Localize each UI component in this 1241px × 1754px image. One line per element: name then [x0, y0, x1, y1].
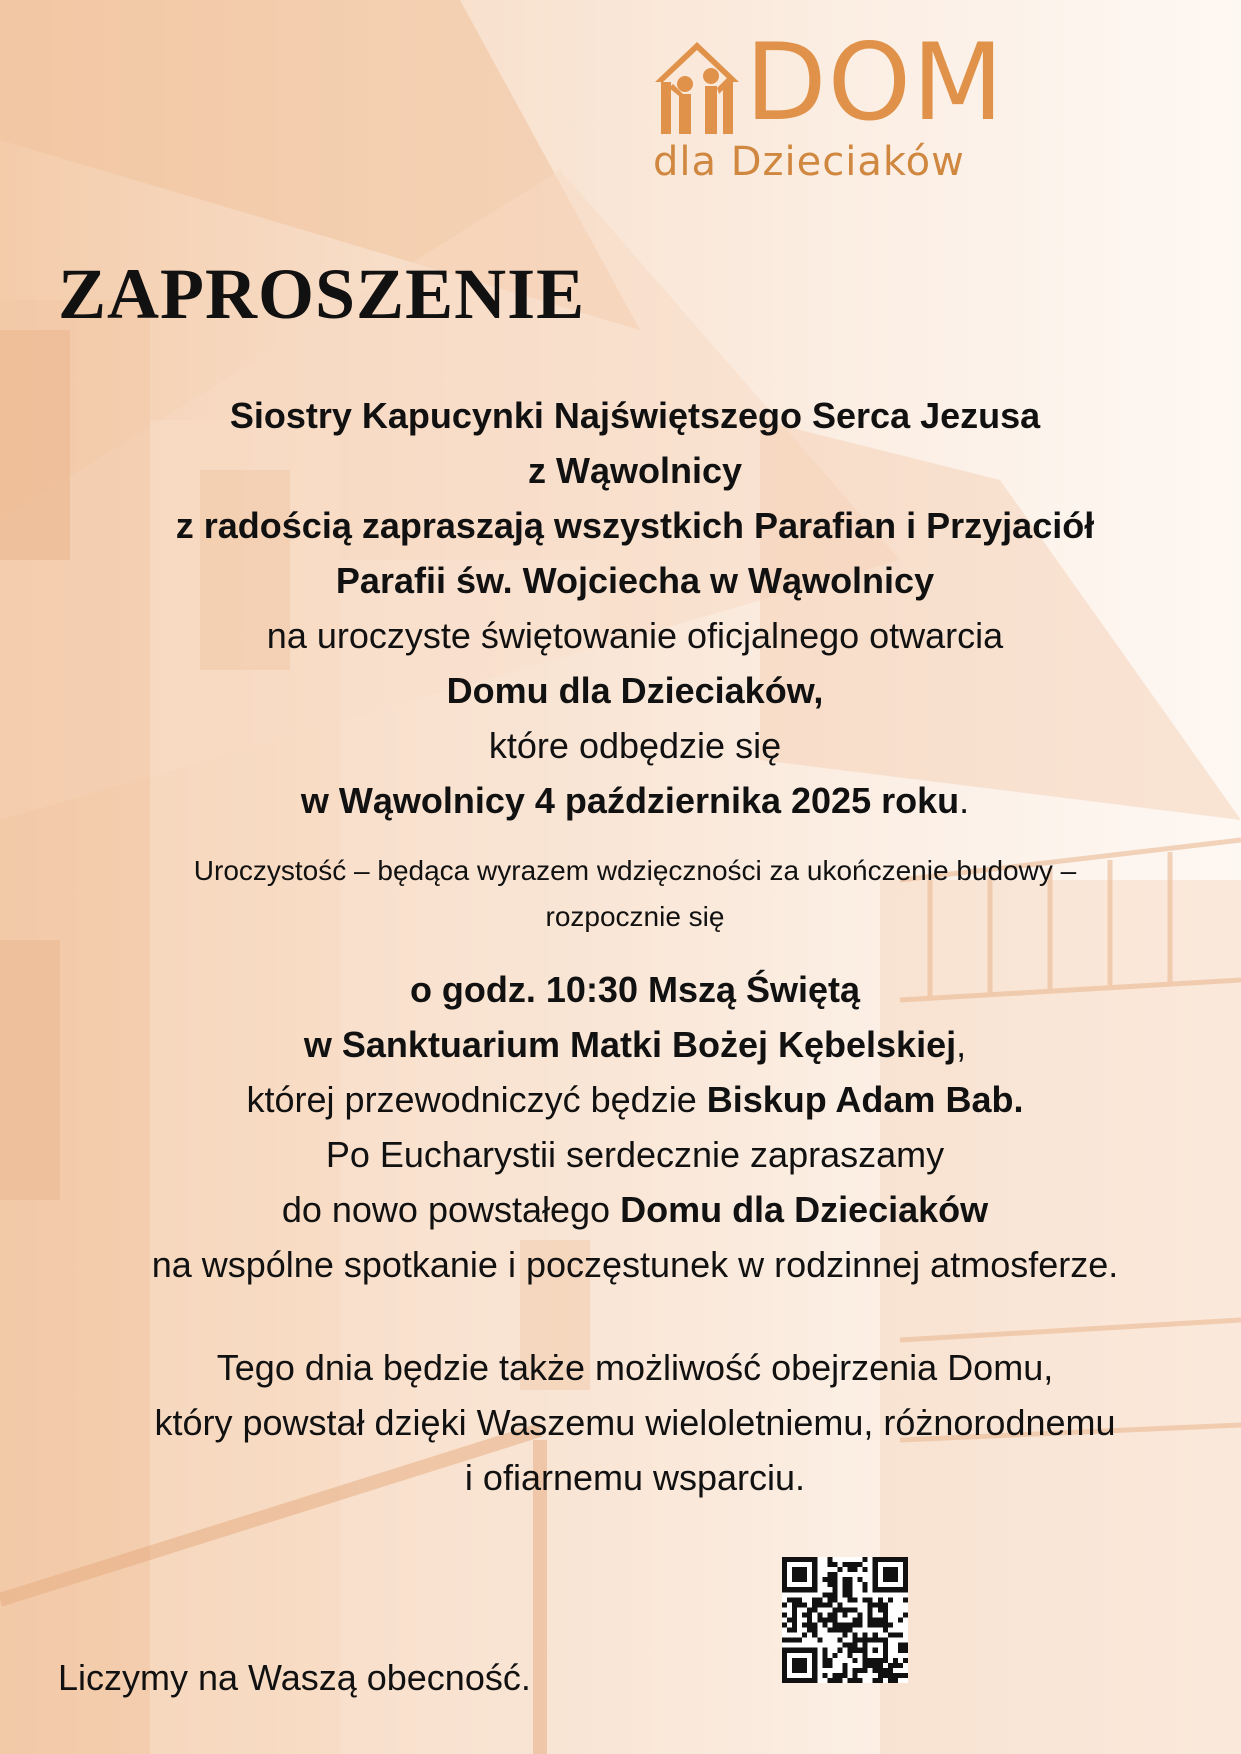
line-invite: z radością zapraszają wszystkich Parafian i Przyjaciół	[175, 505, 1095, 546]
closing-line-2: który powstał dzięki Waszemu wieloletniemu, różnorodnemu	[154, 1402, 1116, 1443]
line-mass-time: o godz. 10:30 Mszą Świętą	[409, 969, 861, 1010]
bishop-name: Biskup Adam Bab.	[706, 1079, 1024, 1120]
house-family-icon	[655, 42, 739, 134]
line-occasion: na uroczyste świętowanie oficjalnego otwarcia	[266, 615, 1004, 656]
sanctuary-text: w Sanktuarium Matki Bożej Kębelskiej	[303, 1024, 957, 1065]
note-line-2: rozpocznie się	[545, 901, 725, 932]
bishop-pre: której przewodniczyć będzie	[246, 1079, 707, 1120]
logo	[645, 21, 1045, 188]
date-punct: .	[959, 780, 970, 821]
date-text: w Wąwolnicy 4 października 2025 roku	[300, 780, 960, 821]
line-house-name: Domu dla Dzieciaków,	[446, 670, 824, 711]
line-parish: Parafii św. Wojciecha w Wąwolnicy	[335, 560, 935, 601]
line-bishop	[0, 1072, 1241, 1127]
closing-line-1: Tego dnia będzie także możliwość obejrzenia Domu,	[216, 1347, 1054, 1388]
logo-brand: DOM	[745, 21, 1005, 144]
line-new-house	[0, 1182, 1241, 1237]
line-host: Siostry Kapucynki Najświętszego Serca Jezusa	[229, 395, 1041, 436]
closing-line-3: i ofiarnemu wsparciu.	[464, 1457, 806, 1498]
qr-code[interactable]	[782, 1557, 908, 1683]
page-title: ZAPROSZENIE	[58, 254, 586, 334]
line-date	[0, 773, 1241, 828]
invitation-body	[0, 388, 1241, 1505]
footer-text: Liczymy na Waszą obecność.	[58, 1657, 531, 1698]
logo-subtitle: dla Dzieciaków	[653, 139, 965, 185]
note-line-1: Uroczystość – będąca wyrazem wdzięczności za ukończenie budowy –	[193, 855, 1077, 886]
line-meeting: na wspólne spotkanie i poczęstunek w rodzinnej atmosferze.	[151, 1244, 1119, 1285]
line-takes-place: które odbędzie się	[488, 725, 782, 766]
new-house-name: Domu dla Dzieciaków	[620, 1189, 989, 1230]
line-sanctuary	[0, 1017, 1241, 1072]
sanctuary-punct: ,	[956, 1024, 967, 1065]
line-host-place: z Wąwolnicy	[527, 450, 743, 491]
line-after-mass: Po Eucharystii serdecznie zapraszamy	[325, 1134, 945, 1175]
new-house-pre: do nowo powstałego	[281, 1189, 621, 1230]
